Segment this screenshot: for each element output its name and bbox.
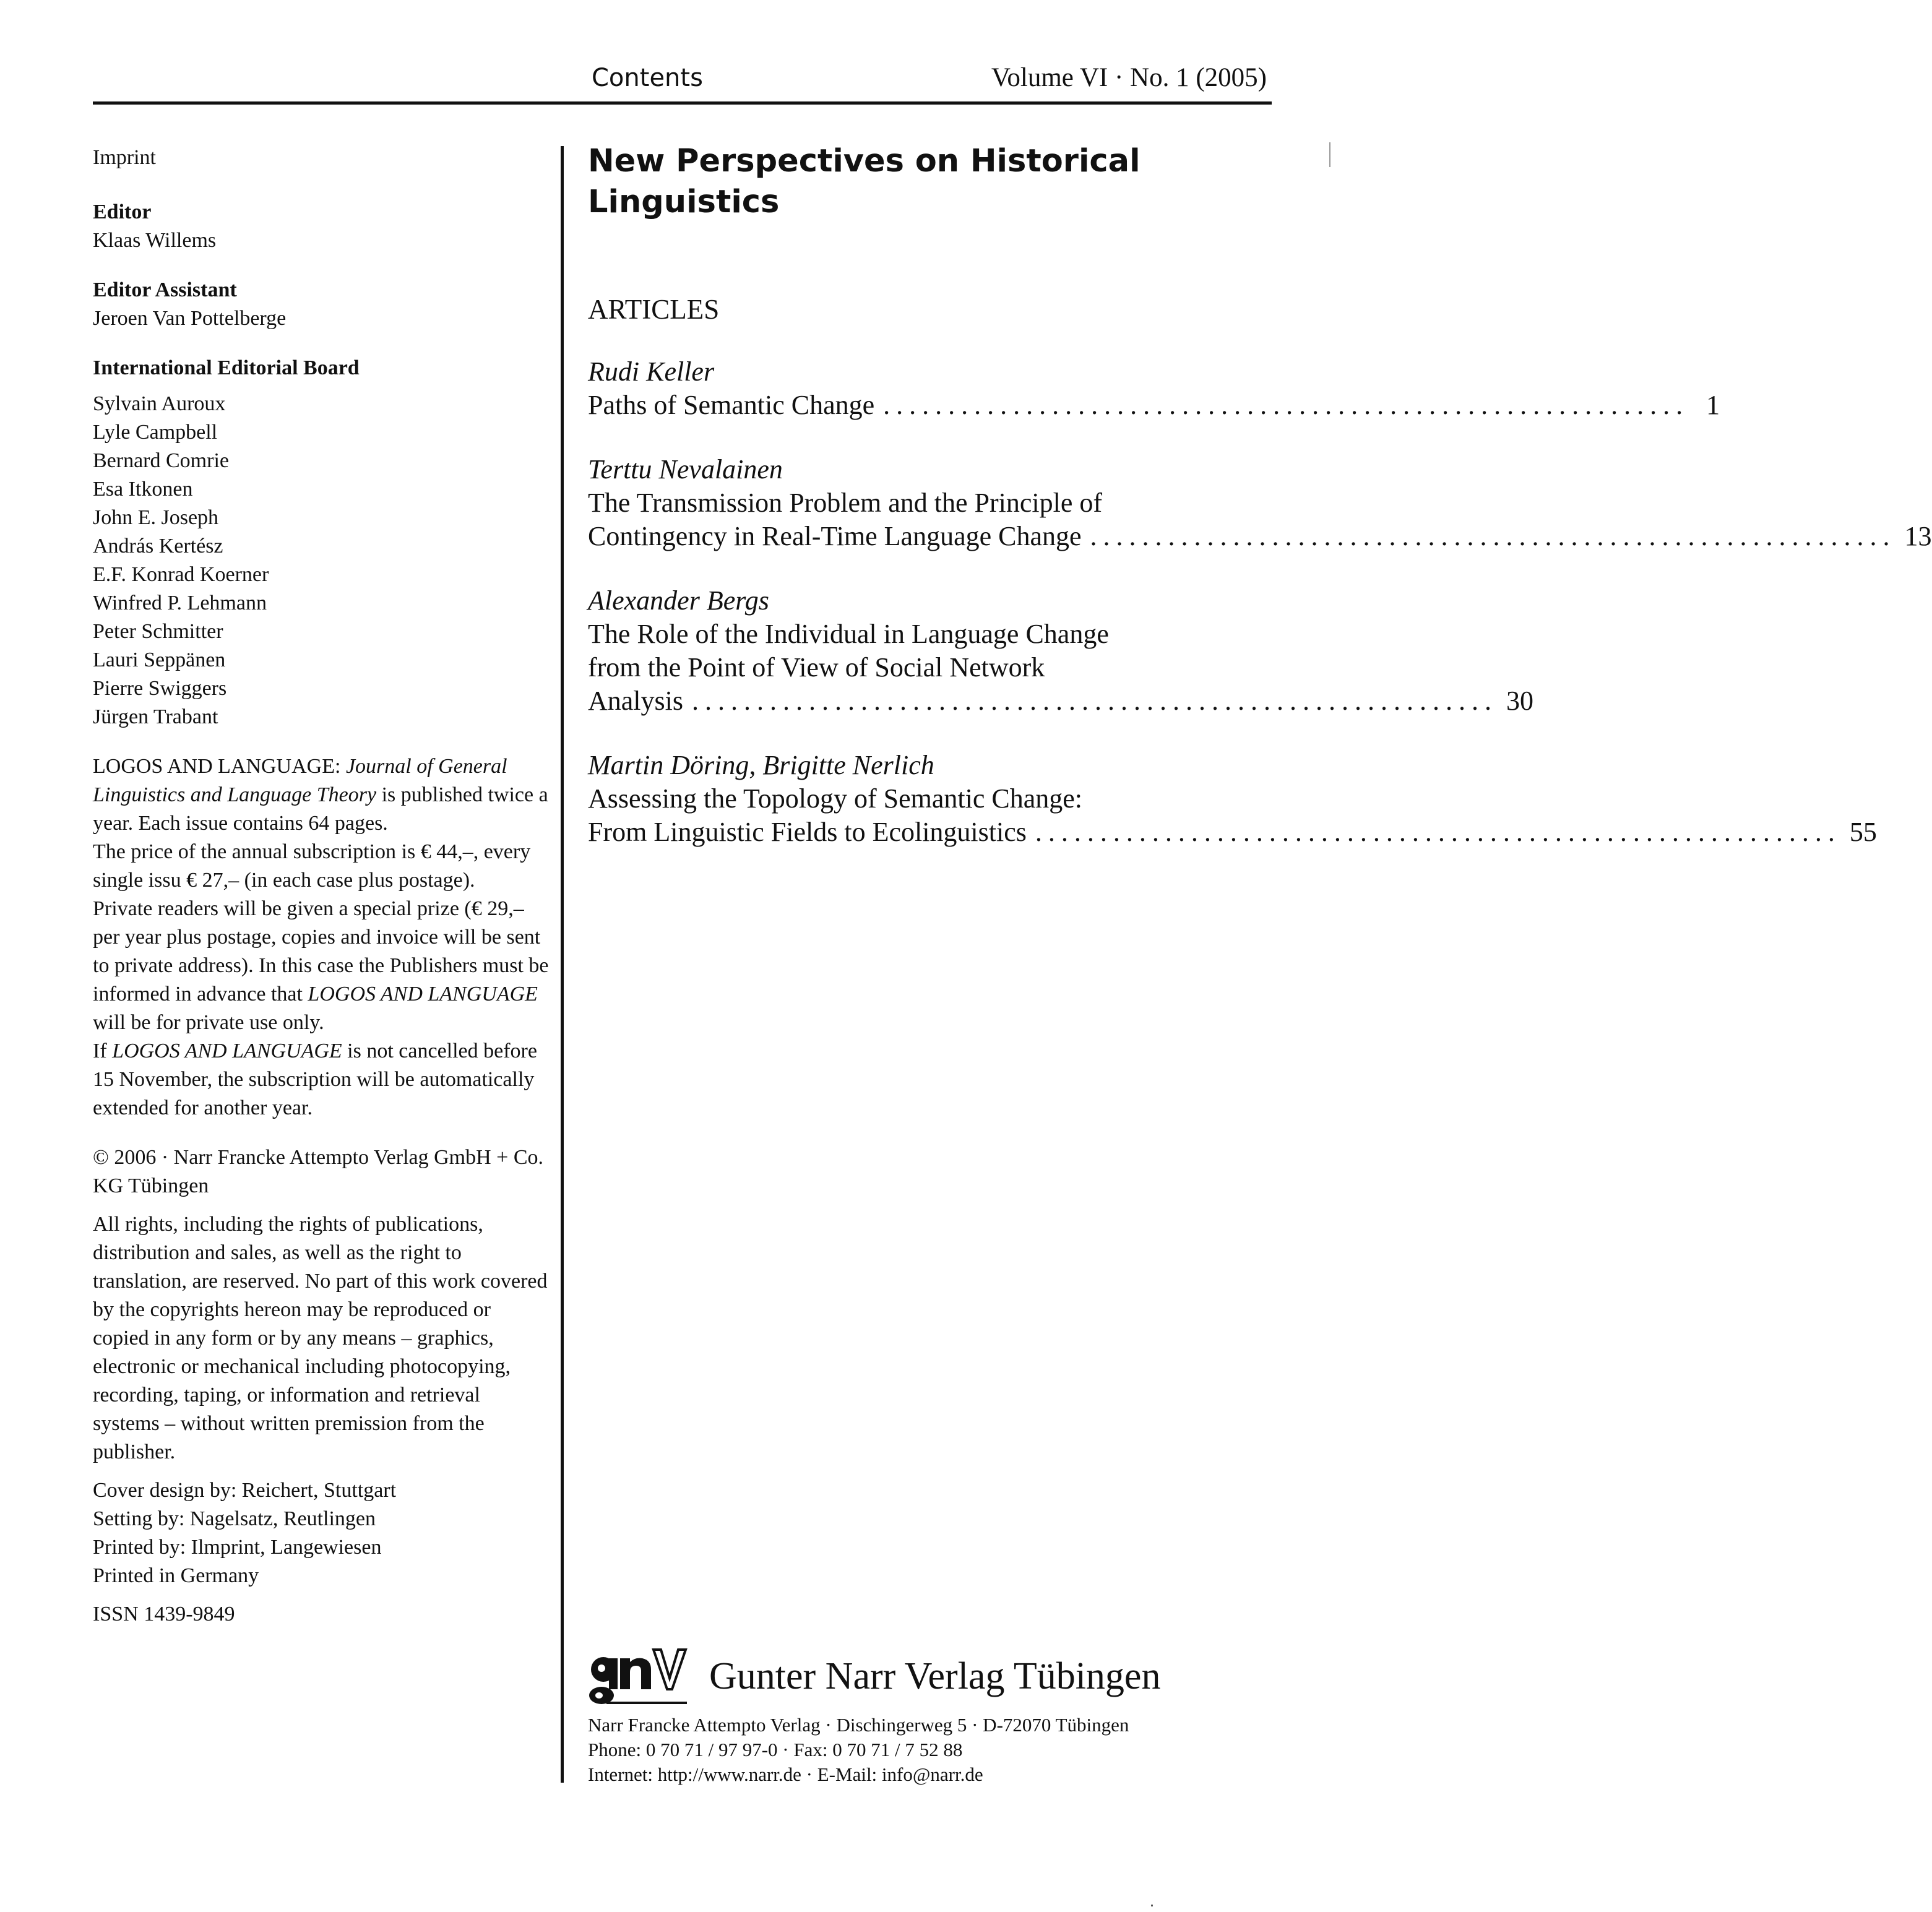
board-member: Jürgen Trabant xyxy=(93,705,218,728)
article-title-cont[interactable]: Analysis xyxy=(588,686,683,716)
publisher-name: Gunter Narr Verlag Tübingen xyxy=(709,1655,1161,1697)
private-readers-text: Private readers will be given a special prize (€ 29,– per year plus postage, copies and invoice will be sent to private address). In this case the Publishers must be informed in advance that xyxy=(93,897,549,1006)
board-member: E.F. Konrad Koerner xyxy=(93,563,269,586)
private-readers-tail: will be for private use only. xyxy=(93,1011,324,1034)
article-page-number[interactable]: 1 xyxy=(1706,390,1720,420)
cancellation-if: If xyxy=(93,1040,107,1062)
column-divider xyxy=(561,146,564,1783)
scan-artifact xyxy=(1329,142,1330,167)
board-member: Winfred P. Lehmann xyxy=(93,592,267,614)
article-page-number[interactable]: 30 xyxy=(1506,686,1533,716)
board-member: John E. Joseph xyxy=(93,506,219,529)
journal-name: LOGOS AND LANGUAGE: xyxy=(93,755,341,778)
publisher-block xyxy=(588,1646,1269,1787)
issue-title: New Perspectives on Historical Linguistics xyxy=(588,143,1141,220)
header-section-title: Contents xyxy=(592,64,703,92)
publisher-phone: Phone: 0 70 71 / 97 97-0 · Fax: 0 70 71 / 7 52 88 xyxy=(588,1739,963,1760)
rights-statement: All rights, including the rights of publications, distribution and sales, as well as the right to translation, are reserved. No part of this work covered by the copyrights hereon may be reproduced or copied in any form or by any means – graphics, electronic or mechanical including photocopying, recording, taping, or information and retrieval systems – without written premission from the publisher. xyxy=(93,1213,548,1463)
editor-name: Klaas Willems xyxy=(93,229,217,252)
credit-line: Printed by: Ilmprint, Langewiesen xyxy=(93,1536,382,1559)
journal-frequency: is published twice a year. Each issue contains 64 pages. xyxy=(93,783,548,835)
header-volume-info: Volume VI · No. 1 (2005) xyxy=(991,63,1267,92)
publisher-address: Narr Francke Attempto Verlag · Dischingerweg 5 · D-72070 Tübingen xyxy=(588,1714,1129,1736)
leader-dots: .............................................................. xyxy=(692,686,1498,716)
article-title[interactable]: Paths of Semantic Change xyxy=(588,390,875,420)
article-title-cont[interactable]: From Linguistic Fields to Ecolinguistics xyxy=(588,817,1027,847)
cancellation-tail: is not cancelled before 15 November, the subscription will be automatically extended for another year. xyxy=(93,1040,537,1119)
toc-entry[interactable] xyxy=(588,453,1932,553)
journal-subtitle: Journal of General Linguistics and Language Theory xyxy=(93,755,507,806)
header-rule xyxy=(93,101,1272,105)
article-title-cont[interactable]: Contingency in Real-Time Language Change xyxy=(588,521,1082,551)
board-member: Lyle Campbell xyxy=(93,421,218,444)
editor-assistant-name: Jeroen Van Pottelberge xyxy=(93,307,287,330)
private-readers-journal: LOGOS AND LANGUAGE xyxy=(308,983,538,1006)
scan-artifact xyxy=(1151,1905,1153,1906)
board-member: Bernard Comrie xyxy=(93,449,229,472)
running-header xyxy=(93,59,1272,103)
editorial-board-list xyxy=(93,390,551,731)
journal-description xyxy=(93,752,551,838)
copyright-notice: © 2006 · Narr Francke Attempto Verlag GmbH + Co. KG Tübingen xyxy=(93,1146,544,1197)
article-title[interactable]: The Role of the Individual in Language Change xyxy=(588,619,1109,649)
cancellation-note xyxy=(93,1037,551,1122)
cancellation-journal: LOGOS AND LANGUAGE xyxy=(112,1040,342,1062)
credit-line: Setting by: Nagelsatz, Reutlingen xyxy=(93,1507,376,1530)
article-title-cont[interactable]: from the Point of View of Social Network xyxy=(588,652,1045,683)
article-author: Rudi Keller xyxy=(588,356,715,387)
leader-dots: .............................................................. xyxy=(883,390,1689,420)
editorial-board-label: International Editorial Board xyxy=(93,356,360,379)
credit-line: Printed in Germany xyxy=(93,1564,259,1587)
article-author: Terttu Nevalainen xyxy=(588,454,783,484)
toc-entry[interactable] xyxy=(588,355,1720,422)
article-page-number[interactable]: 13 xyxy=(1904,521,1932,551)
issn: ISSN 1439-9849 xyxy=(93,1603,235,1626)
private-readers-note xyxy=(93,895,551,1037)
leader-dots: .............................................................. xyxy=(1090,521,1896,551)
article-author: Alexander Bergs xyxy=(588,585,769,616)
credit-line: Cover design by: Reichert, Stuttgart xyxy=(93,1479,397,1502)
articles-heading: ARTICLES xyxy=(588,294,720,325)
editor-label: Editor xyxy=(93,200,152,223)
article-author: Martin Döring, Brigitte Nerlich xyxy=(588,750,934,780)
editor-assistant-label: Editor Assistant xyxy=(93,278,237,301)
subscription-price: The price of the annual subscription is € 44,–, every single issu € 27,– (in each case plus postage). xyxy=(93,840,531,892)
board-member: Peter Schmitter xyxy=(93,620,223,643)
board-member: Esa Itkonen xyxy=(93,478,193,501)
article-title[interactable]: Assessing the Topology of Semantic Change: xyxy=(588,783,1083,814)
toc-entry[interactable] xyxy=(588,584,1533,718)
article-page-number[interactable]: 55 xyxy=(1849,817,1877,847)
board-member: Sylvain Auroux xyxy=(93,392,226,415)
imprint-heading: Imprint xyxy=(93,146,156,169)
publisher-internet: Internet: http://www.narr.de · E-Mail: info@narr.de xyxy=(588,1763,983,1785)
article-title[interactable]: The Transmission Problem and the Principle of xyxy=(588,488,1103,518)
leader-dots: .............................................................. xyxy=(1035,817,1841,847)
board-member: Lauri Seppänen xyxy=(93,648,226,671)
board-member: Pierre Swiggers xyxy=(93,677,227,700)
toc-entry[interactable] xyxy=(588,749,1877,849)
board-member: András Kertész xyxy=(93,535,223,558)
imprint-column xyxy=(93,144,551,1629)
contents-column xyxy=(588,141,1932,849)
gnv-logo-icon xyxy=(588,1646,693,1702)
